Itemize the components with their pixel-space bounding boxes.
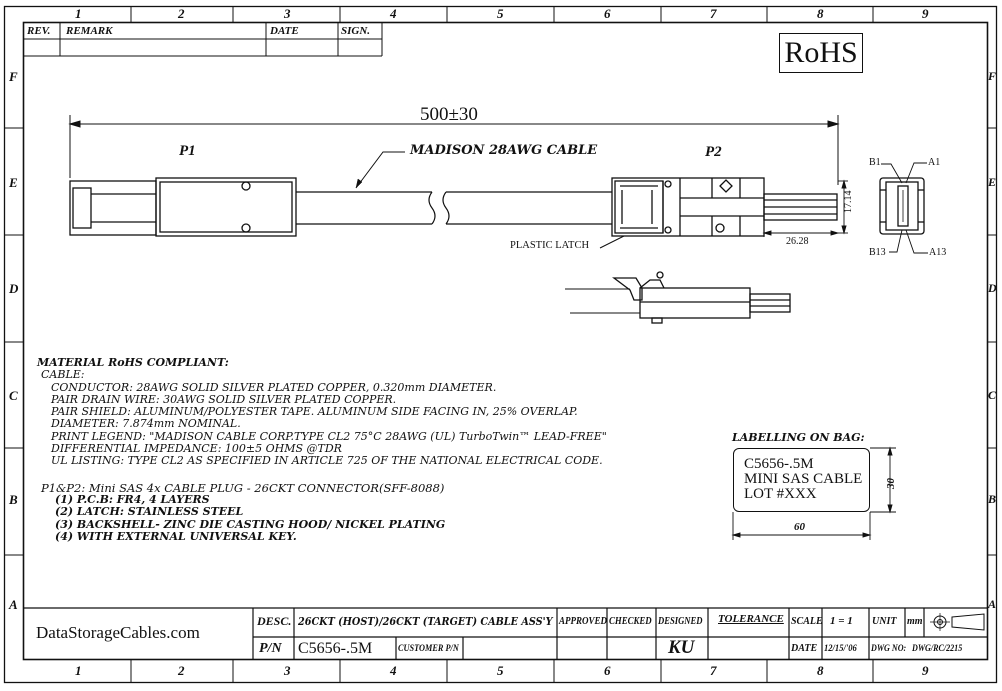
dwg-number: DWG/RC/2215 bbox=[912, 644, 963, 654]
bag-label-line: C5656-.5M bbox=[744, 456, 814, 472]
column-label: 4 bbox=[390, 6, 397, 21]
p2-label: P2 bbox=[705, 144, 722, 160]
plug-item: (4) WITH EXTERNAL UNIVERSAL KEY. bbox=[55, 529, 297, 543]
inner-frame bbox=[24, 23, 988, 660]
cable-heading: CABLE: bbox=[41, 368, 85, 382]
cable bbox=[296, 192, 612, 224]
description-value: 26CKT (HOST)/26CKT (TARGET) CABLE ASS'Y bbox=[298, 615, 553, 628]
part-number: C5656-.5M bbox=[298, 640, 373, 657]
row-label: D bbox=[988, 281, 997, 295]
checked-label: CHECKED bbox=[609, 616, 652, 627]
sign-header: SIGN. bbox=[341, 25, 371, 37]
company-name: DataStorageCables.com bbox=[36, 623, 200, 642]
column-label: 6 bbox=[604, 6, 611, 21]
zone-ticks bbox=[5, 7, 996, 682]
plastic-latch-callout: PLASTIC LATCH bbox=[510, 240, 590, 251]
row-label: E bbox=[9, 175, 18, 190]
remark-header: REMARK bbox=[66, 25, 113, 37]
column-label: 1 bbox=[75, 663, 82, 678]
bag-height-dimension: 30 bbox=[885, 478, 897, 489]
row-label: B bbox=[988, 492, 997, 506]
cable-callout: MADISON 28AWG CABLE bbox=[410, 143, 598, 158]
plug-item: (3) BACKSHELL- ZINC DIE CASTING HOOD/ NICKEL PLATING bbox=[55, 517, 446, 531]
designed-label: DESIGNED bbox=[658, 616, 703, 627]
note-line: DIAMETER: 7.874mm NOMINAL. bbox=[51, 417, 241, 431]
column-label: 2 bbox=[178, 6, 185, 21]
column-label: 4 bbox=[390, 663, 397, 678]
desc-label: DESC. bbox=[257, 614, 292, 628]
column-label: 5 bbox=[497, 663, 504, 678]
column-label: 6 bbox=[604, 663, 611, 678]
column-label: 9 bbox=[922, 6, 929, 21]
row-label: C bbox=[9, 388, 18, 403]
length-dimension-label: 500±30 bbox=[420, 104, 478, 125]
material-notes bbox=[37, 357, 607, 543]
unit-value: mm bbox=[907, 616, 923, 627]
height-dimension-label: 17.14 bbox=[843, 190, 854, 213]
row-label: A bbox=[9, 597, 18, 612]
note-line: PAIR SHIELD: ALUMINUM/POLYESTER TAPE. ALUMINUM SIDE FACING IN, 25% OVERLAP. bbox=[51, 405, 578, 419]
row-label: B bbox=[9, 492, 18, 507]
unit-label: UNIT bbox=[872, 616, 897, 627]
column-label: 7 bbox=[710, 6, 717, 21]
cable-leader bbox=[356, 152, 405, 188]
pin-a13-label: A13 bbox=[929, 247, 947, 258]
approved-label: APPROVED bbox=[559, 616, 608, 627]
outer-frame bbox=[5, 7, 997, 683]
width-dimension-label: 26.28 bbox=[786, 236, 809, 247]
rohs-mark: RoHS bbox=[779, 33, 863, 73]
note-line: DIFFERENTIAL IMPEDANCE: 100±5 OHMS @TDR bbox=[51, 442, 342, 456]
note-line: PRINT LEGEND: "MADISON CABLE CORP.TYPE CL2 75°C 28AWG (UL) TurboTwin™ LEAD-FREE" bbox=[51, 429, 607, 443]
row-label: F bbox=[988, 69, 997, 83]
note-line: CONDUCTOR: 28AWG SOLID SILVER PLATED COPPER, 0.320mm DIAMETER. bbox=[51, 380, 497, 394]
dwg-label: DWG NO: bbox=[871, 644, 907, 654]
bag-label-line: LOT #XXX bbox=[744, 486, 817, 502]
date-header: DATE bbox=[270, 25, 299, 37]
pin-b13-label: B13 bbox=[869, 247, 886, 258]
plug-item: (1) P.C.B: FR4, 4 LAYERS bbox=[55, 492, 210, 506]
tolerance-label: TOLERANCE bbox=[718, 613, 784, 625]
pn-label: P/N bbox=[259, 641, 282, 656]
scale-label: SCALE bbox=[791, 616, 823, 627]
column-label: 1 bbox=[75, 6, 82, 21]
date-label: DATE bbox=[791, 643, 818, 654]
p1-label: P1 bbox=[179, 143, 196, 159]
row-label: E bbox=[988, 175, 997, 189]
connector-end-view bbox=[880, 163, 928, 253]
pin-a1-label: A1 bbox=[928, 157, 941, 168]
plug-heading: P1&P2: Mini SAS 4x CABLE PLUG - 26CKT CONNECTOR(SFF-8088) bbox=[41, 480, 445, 495]
note-line: PAIR DRAIN WIRE: 30AWG SOLID SILVER PLATED COPPER. bbox=[51, 392, 397, 406]
row-label: D bbox=[9, 281, 19, 296]
connector-side-view bbox=[565, 272, 790, 323]
note-line: UL LISTING: TYPE CL2 AS SPECIFIED IN ARTICLE 725 OF THE NATIONAL ELECTRICAL CODE. bbox=[51, 454, 603, 468]
scale-value: 1 = 1 bbox=[830, 615, 853, 627]
projection-symbol bbox=[930, 613, 984, 631]
column-label: 3 bbox=[284, 6, 291, 21]
bag-width-dimension: 60 bbox=[794, 521, 805, 533]
p2-dimensions bbox=[764, 181, 848, 237]
column-label: 3 bbox=[284, 663, 291, 678]
p1-connector bbox=[70, 178, 296, 236]
date-value: 12/15/'06 bbox=[824, 644, 857, 654]
plug-item: (2) LATCH: STAINLESS STEEL bbox=[55, 505, 244, 519]
column-label: 5 bbox=[497, 6, 504, 21]
pin-b1-label: B1 bbox=[869, 157, 881, 168]
bag-label bbox=[733, 448, 870, 512]
column-label: 7 bbox=[710, 663, 717, 678]
bag-label-line: MINI SAS CABLE bbox=[744, 471, 863, 487]
column-label: 8 bbox=[817, 6, 824, 21]
bag-label-heading: LABELLING ON BAG: bbox=[732, 431, 865, 444]
column-label: 9 bbox=[922, 663, 929, 678]
row-label: A bbox=[988, 597, 997, 611]
customer-pn-label: CUSTOMER P/N bbox=[398, 643, 459, 653]
row-label: F bbox=[9, 69, 18, 84]
column-label: 8 bbox=[817, 663, 824, 678]
rev-header: REV. bbox=[27, 25, 51, 37]
column-label: 2 bbox=[178, 663, 185, 678]
designer-initials: KU bbox=[668, 637, 695, 658]
notes-heading: MATERIAL RoHS COMPLIANT: bbox=[37, 356, 229, 369]
row-label: C bbox=[988, 388, 997, 402]
